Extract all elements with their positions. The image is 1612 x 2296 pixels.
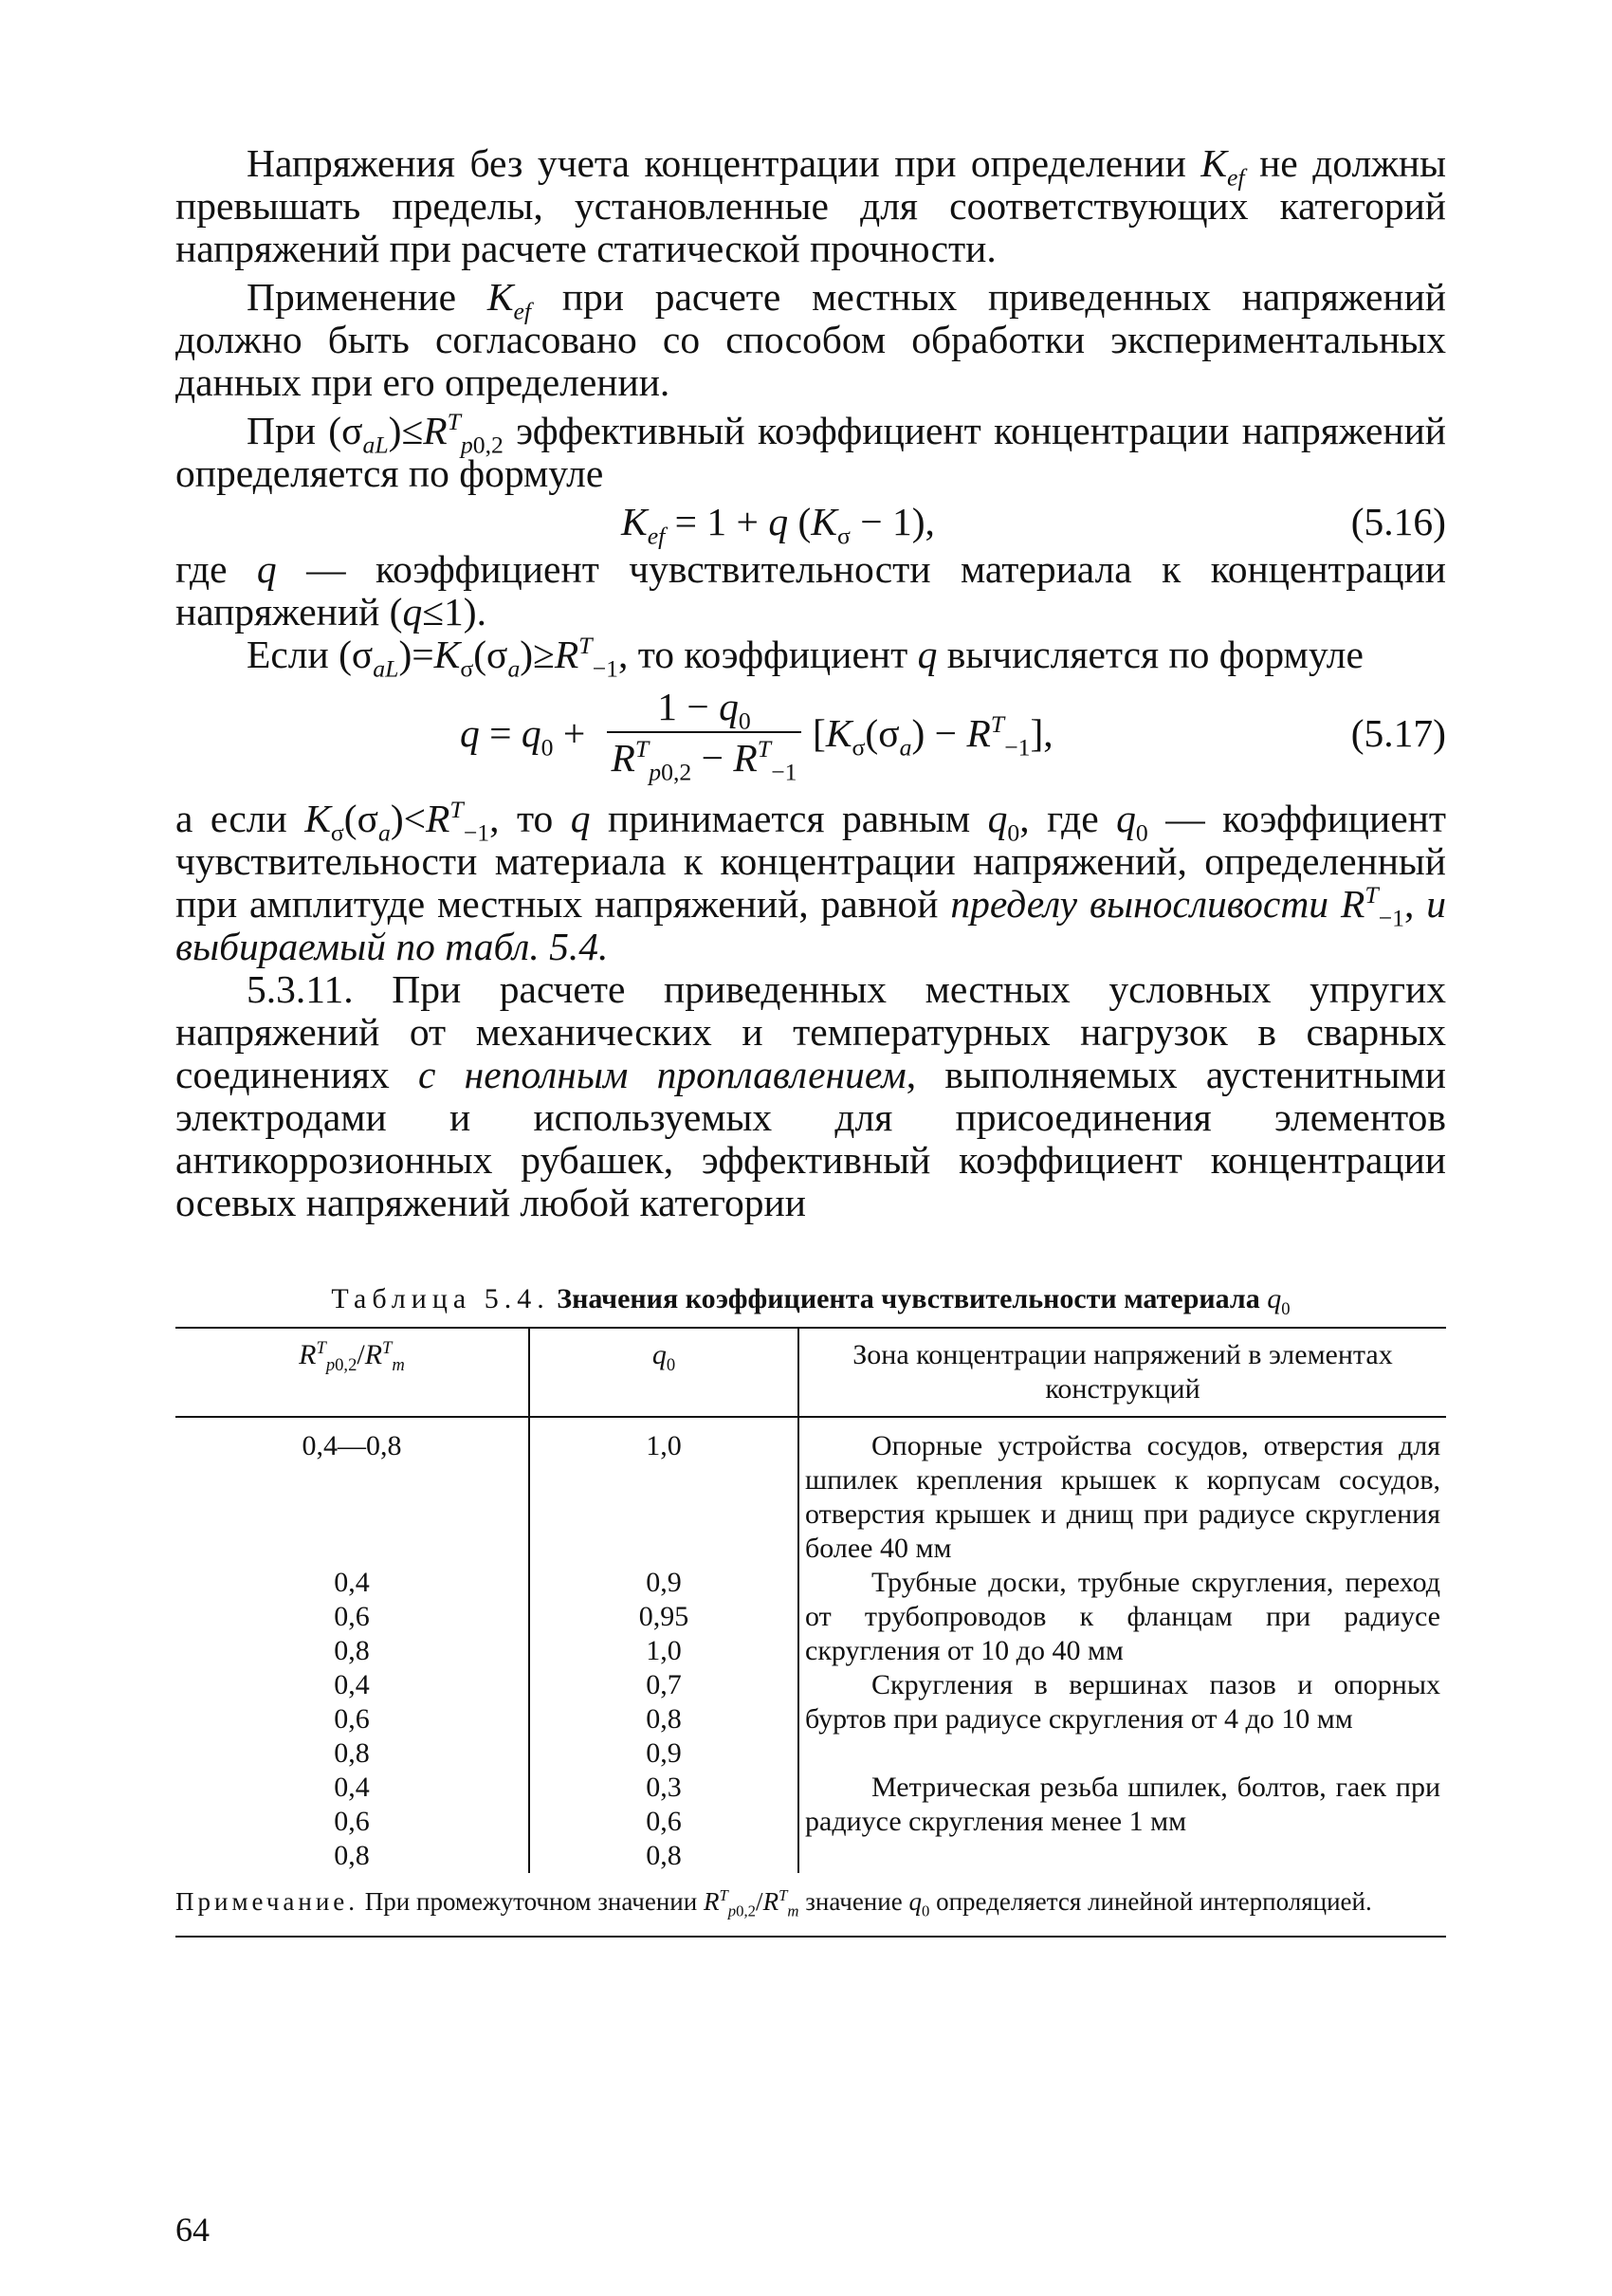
formula-5-17-rhs: $[K_\sigma(\sigma_a) - R^T_{-1}]$, (813, 710, 1053, 762)
q0-value: 0,95 (638, 1601, 689, 1632)
page-number: 64 (175, 2211, 210, 2249)
paragraph-6: а если $K_\sigma(\sigma_a)<R^T_{-1}$, то q принимается равным $q_0$, где $q_0$ — коэффициент чувствительности материала к концентрации напряжений, определенный при амплитуде местных напряжений, равной пределу выносливости $R^T_{-1}$, и выбираемый по табл. 5.4. (175, 796, 1447, 968)
ratio-value: 0,4 (334, 1772, 370, 1803)
ratio-value: 0,4 (334, 1669, 370, 1700)
zone-cell (798, 1429, 1446, 1566)
zone-cell (798, 1771, 1446, 1873)
formula-5-16-expression: $K_{ef} = 1 + q$ $(K_\sigma - 1)$, (621, 500, 935, 550)
table-row (175, 1668, 1446, 1771)
q0-value: 0,8 (646, 1703, 682, 1735)
paragraph-4: где q — коэффициент чувствительности материала к концентрации напряжений (q≤1). (175, 547, 1446, 634)
q0-value: 1,0 (646, 1430, 682, 1461)
table-row (175, 1566, 1446, 1668)
q0-value: 0,8 (646, 1840, 682, 1871)
formula-5-17-denominator: $R^T_{p0,2} - R^T_{-1}$ (611, 735, 797, 786)
q0-cell (529, 1429, 798, 1566)
ratio-cell (175, 1668, 529, 1771)
q0-table (175, 1327, 1446, 1873)
table-row (175, 1429, 1446, 1566)
q0-cell (529, 1771, 798, 1873)
ratio-value: 0,4 (334, 1567, 370, 1598)
formula-5-17-fraction (607, 684, 801, 786)
page-content (175, 142, 1446, 1938)
formula-5-17-number: (5.17) (1350, 711, 1446, 755)
zone-text: Скругления в вершинах пазов и опорных буртов при радиусе скругления от 4 до 10 мм (805, 1669, 1440, 1735)
paragraph-2: Применение $K_{ef}$ при расчете местных приведенных напряжений должно быть согласовано со способом обработки экспериментальных данных при его определении. (175, 275, 1446, 404)
paragraph-1: Напряжения без учета концентрации при определении $K_{ef}$ не должны превышать пределы, установленные для соответствующих категорий напряжений при расчете статической прочности. (175, 141, 1446, 270)
header-zone: Зона концентрации напряжений в элементах конструкций (798, 1328, 1446, 1417)
paragraph-5: Если $(\sigma_{aL})=K_\sigma(\sigma_a)\ge R^T_{-1}$, то коэффициент q вычисляется по формуле (247, 632, 1364, 683)
table-row (175, 1771, 1446, 1873)
ratio-value: 0,8 (334, 1737, 370, 1769)
ratio-cell (175, 1566, 529, 1668)
table-note: Примечание. При промежуточном значении $R^T_{p0,2}/R^T_m$ значение $q_0$ определяется линейной интерполяцией. (175, 1886, 1446, 1938)
q0-value: 1,0 (646, 1635, 682, 1666)
paragraph-7: 5.3.11. При расчете приведенных местных условных упругих напряжений от механических и температурных нагрузок в сварных соединениях с неполным проплавлением, выполняемых аустенитными электродами и используемых для присоединения элементов антикоррозионных рубашек, эффективный коэффициент концентрации осевых напряжений любой категории (175, 967, 1446, 1224)
zone-text: Опорные устройства сосудов, отверстия для шпилек крепления крышек к корпусам сосудов, отверстия крышек и днищ при радиусе скругления более 40 мм (805, 1430, 1440, 1564)
zone-text: Метрическая резьба шпилек, болтов, гаек при радиусе скругления менее 1 мм (805, 1772, 1440, 1837)
table-caption-label: Таблица 5.4. (331, 1283, 550, 1314)
paragraph-3: При $(\sigma_{aL})\le R^T_{p0,2}$ эффективный коэффициент концентрации напряжений определяется по формуле (175, 408, 1446, 495)
ratio-value: 0,8 (334, 1840, 370, 1871)
q0-value: 0,9 (646, 1567, 682, 1598)
table-caption: Таблица 5.4. Значения коэффициента чувствительности материала $q_0$ (331, 1283, 1291, 1319)
ratio-cell (175, 1771, 529, 1873)
q0-value: 0,6 (646, 1806, 682, 1837)
table-header-row (175, 1328, 1446, 1417)
formula-5-16-number: (5.16) (1350, 500, 1446, 543)
zone-cell (798, 1668, 1446, 1771)
ratio-value: 0,6 (334, 1806, 370, 1837)
q0-value: 0,9 (646, 1737, 682, 1769)
formula-5-17-lhs: $q = q_0$ + (460, 711, 586, 762)
ratio-value: 0,6 (334, 1703, 370, 1735)
ratio-value: 0,8 (334, 1635, 370, 1666)
ratio-value: 0,6 (334, 1601, 370, 1632)
q0-cell (529, 1668, 798, 1771)
note-label: Примечание. (175, 1887, 359, 1916)
q0-cell (529, 1566, 798, 1668)
formula-5-16 (175, 495, 1446, 548)
formula-5-17-numerator: $1 - q_0$ (607, 684, 801, 733)
q0-value: 0,7 (646, 1669, 682, 1700)
zone-text: Трубные доски, трубные скругления, переход от трубопроводов к фланцам при радиусе скругления от 10 до 40 мм (805, 1567, 1440, 1666)
q0-value: 0,3 (646, 1772, 682, 1803)
ratio-cell (175, 1429, 529, 1566)
table-caption-title: Значения коэффициента чувствительности материала (557, 1283, 1260, 1314)
zone-cell (798, 1566, 1446, 1668)
formula-5-17 (175, 684, 1446, 788)
header-q0: $q_0$ (529, 1328, 798, 1417)
ratio-value: 0,4—0,8 (302, 1430, 402, 1461)
header-ratio: $R^T_{p0,2}/R^T_m$ (175, 1328, 529, 1417)
